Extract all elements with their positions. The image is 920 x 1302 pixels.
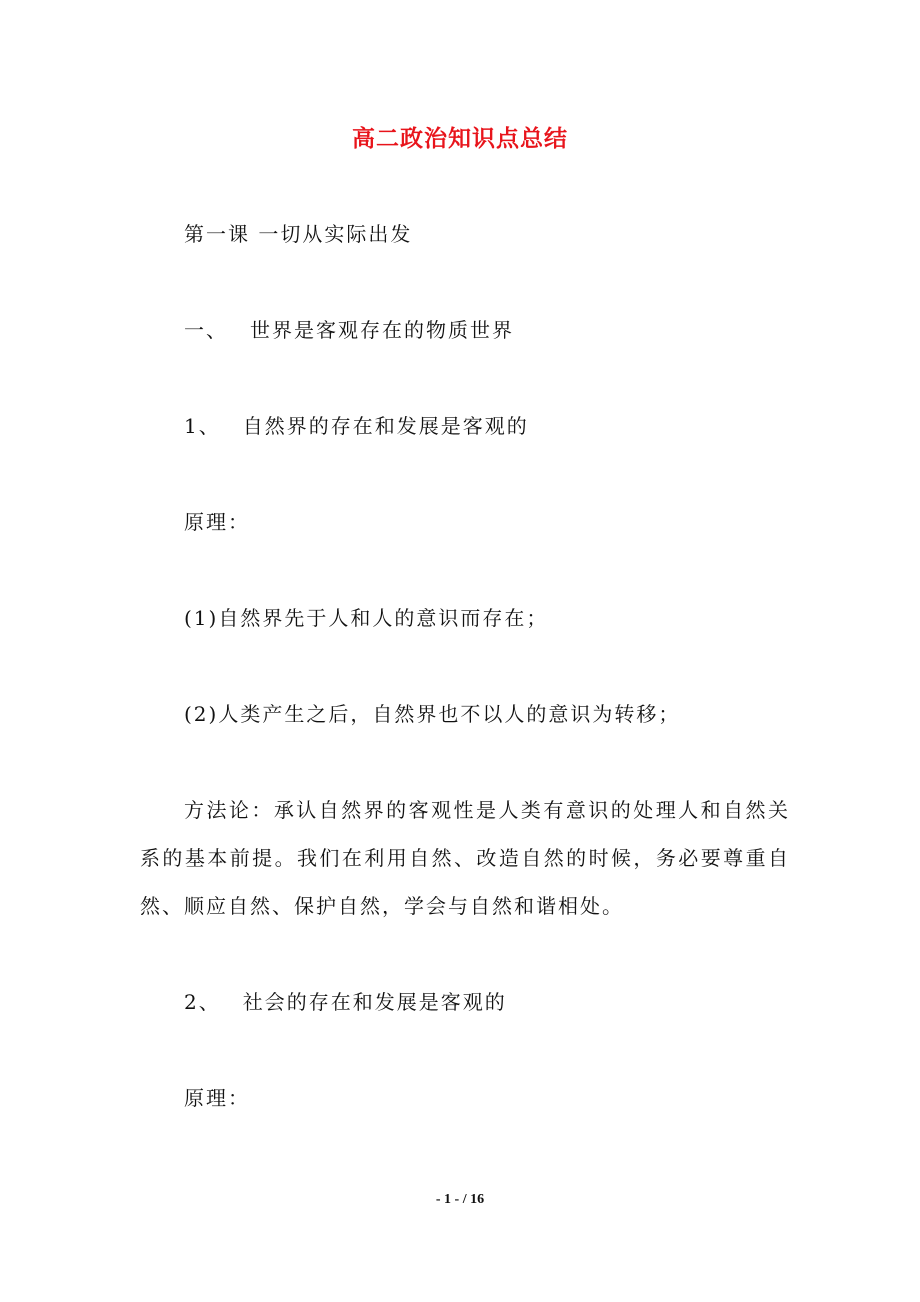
item-marker: 2、 — [184, 990, 221, 1014]
section-marker: 一、 — [184, 318, 228, 342]
lesson-heading: 第一课 一切从实际出发 — [184, 222, 413, 246]
item-text: 自然界的存在和发展是客观的 — [242, 414, 529, 438]
principle-point-1: (1)自然界先于人和人的意识而存在； — [184, 606, 549, 630]
document-title: 高二政治知识点总结 — [352, 126, 568, 152]
item-text: 社会的存在和发展是客观的 — [242, 990, 507, 1014]
principle-point-2: (2)人类产生之后，自然界也不以人的意识为转移； — [184, 702, 681, 726]
page-number: - 1 - / 16 — [435, 1192, 485, 1207]
principle-label: 原理： — [184, 510, 250, 534]
principle-label: 原理： — [184, 1086, 250, 1110]
item-heading-2 — [184, 990, 507, 1014]
item-heading-1 — [184, 414, 529, 438]
methodology-paragraph: 方法论：承认自然界的客观性是人类有意识的处理人和自然关系的基本前提。我们在利用自然、改造自然的时候，务必要尊重自然、顺应自然、保护自然，学会与自然和谐相处。 — [140, 798, 790, 918]
item-marker: 1、 — [184, 414, 221, 438]
section-heading-1 — [184, 318, 514, 342]
section-text: 世界是客观存在的物质世界 — [250, 318, 514, 342]
